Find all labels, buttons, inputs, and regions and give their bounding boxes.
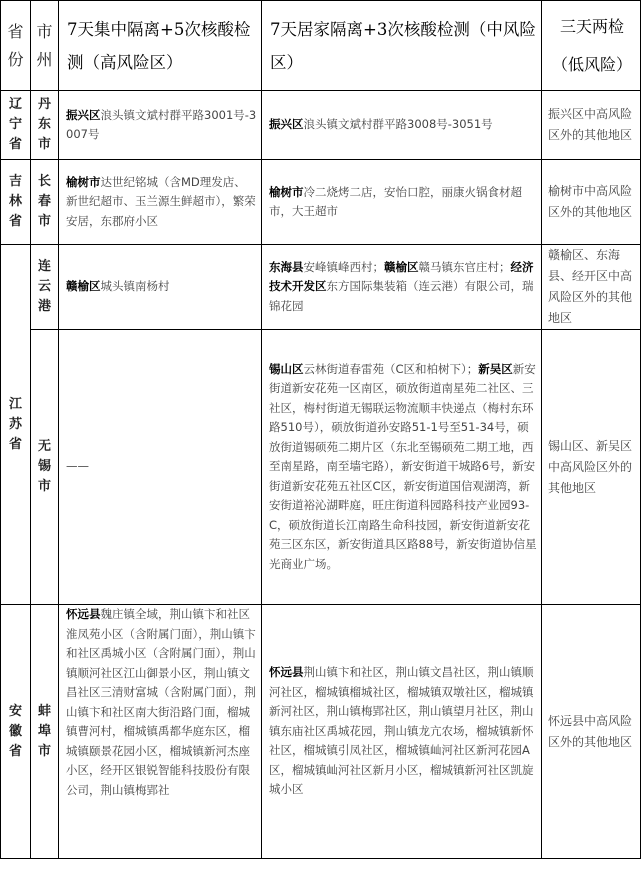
table-row: [1, 91, 641, 160]
area-text: 达世纪铭城（含MD理发店、新世纪超市、玉兰源生鲜超市），繁荣安居，东郡府小区: [66, 174, 256, 228]
district-name: 经济技术开发区: [269, 259, 534, 294]
province-cell: 江苏省: [1, 245, 31, 605]
city-cell: 长春市: [31, 160, 59, 245]
mid-risk-cell: [262, 245, 542, 330]
city-cell: 连云港: [31, 245, 59, 330]
mid-risk-cell: [262, 605, 542, 859]
area-text: 新安街道新安花苑一区南区，硕放街道南星苑二社区、三社区，梅村街道无锡联运物流顺丰快递点（梅村东环路510号），硕放街道孙安路51-1号至51-34号，硕放街道锡硕苑二期片区（东北至锡硕苑二期工地，西至南星路，南至墙宅路），新安街道干城路6号，新安街道新安花苑五社区C区，新安街道国信观湖湾，新安街道裕沁湖畔庭，旺庄街道科园路科技产业园93-C，硕放街道长江南路生命科技园，新安街道新安花苑三区东区，新安街道具区路88号，新安街道协信星光商业广场。: [269, 361, 537, 571]
table-row: [1, 330, 641, 605]
low-risk-cell: 锡山区、新吴区中高风险区外的其他地区: [542, 330, 641, 605]
district-name: 新吴区: [478, 361, 513, 376]
district-name: 怀远县: [66, 607, 101, 621]
city-cell: 蚌埠市: [31, 605, 59, 859]
mid-risk-cell: [262, 91, 542, 160]
district-name: 赣榆区: [384, 259, 419, 274]
high-risk-cell: [59, 330, 262, 605]
high-risk-cell: [59, 160, 262, 245]
area-text: 赣马镇东官庄村；: [418, 259, 511, 274]
table-row: [1, 245, 641, 330]
header-high-risk: 7天集中隔离+5次核酸检测（高风险区）: [59, 1, 262, 91]
area-text: ——: [66, 459, 89, 474]
area-text: 城头镇南杨村: [100, 279, 170, 294]
district-name: 榆树市: [269, 184, 304, 199]
province-cell: 吉林省: [1, 160, 31, 245]
low-risk-cell: 怀远县中高风险区外的其他地区: [542, 605, 641, 859]
area-text: 浪头镇文斌村群平路3001号-3007号: [66, 107, 257, 141]
area-text: 东方国际集装箱（连云港）有限公司，瑞锦花园: [269, 279, 534, 313]
district-name: 赣榆区: [66, 279, 101, 294]
district-name: 振兴区: [66, 107, 101, 122]
city-cell: 丹东市: [31, 91, 59, 160]
district-name: 锡山区: [269, 361, 304, 376]
area-text: 浪头镇文斌村群平路3008号-3051号: [303, 117, 493, 132]
district-name: 榆树市: [66, 174, 101, 189]
low-risk-cell: 赣榆区、东海县、经开区中高风险区外的其他地区: [542, 245, 641, 330]
area-text: 云林街道春雷苑（C区和柏树下）；: [303, 361, 479, 376]
district-name: 怀远县: [269, 665, 304, 680]
mid-risk-cell: [262, 330, 542, 605]
district-name: 东海县: [269, 259, 304, 274]
high-risk-cell: [59, 245, 262, 330]
area-text: 魏庄镇全域，荆山镇卞和社区淮凤苑小区（含附属门面），荆山镇卞和社区禹城小区（含附属门面），荆山镇顺河社区江山御景小区，荆山镇文昌社区三清财富城（含附属门面），荆山镇卞和社区南大街沿路门面，榴城镇曹河村，榴城镇禹都华庭东区，榴城镇颐景花园小区，榴城镇新河杰座小区，经开区银锐智能科技股份有限公司，荆山镇梅郢社: [66, 607, 256, 797]
header-city: 市州: [31, 1, 59, 91]
city-cell: 无锡市: [31, 330, 59, 605]
high-risk-cell: [59, 91, 262, 160]
province-cell: 安徽省: [1, 605, 31, 859]
header-mid-risk: 7天居家隔离+3次核酸检测（中风险区）: [262, 1, 542, 91]
high-risk-cell: [59, 605, 262, 859]
area-text: 冷二烧烤二店，安怡口腔，丽康火锅食材超市，大王超市: [269, 184, 522, 218]
table-row: [1, 605, 641, 859]
header-low-risk: 三天两检（低风险）: [542, 1, 641, 91]
table-row: [1, 160, 641, 245]
area-text: 安峰镇峰西村；: [303, 259, 384, 274]
district-name: 振兴区: [269, 117, 304, 132]
header-row: [1, 1, 641, 91]
header-province: 省份: [1, 1, 31, 91]
mid-risk-cell: [262, 160, 542, 245]
area-text: 荆山镇卞和社区，荆山镇文昌社区，荆山镇顺河社区，榴城镇榴城社区，榴城镇双墩社区，榴城镇新河社区，荆山镇梅郢社区，荆山镇望月社区，荆山镇东庙社区禹城花园，荆山镇龙亢农场，榴城镇新怀社区，榴城镇引凤社区，榴城镇屾河社区新河花园A区，榴城镇屾河社区新月小区，榴城镇新河社区凯旋城小区: [269, 665, 534, 797]
low-risk-cell: 振兴区中高风险区外的其他地区: [542, 91, 641, 160]
province-cell: 辽宁省: [1, 91, 31, 160]
low-risk-cell: 榆树市中高风险区外的其他地区: [542, 160, 641, 245]
